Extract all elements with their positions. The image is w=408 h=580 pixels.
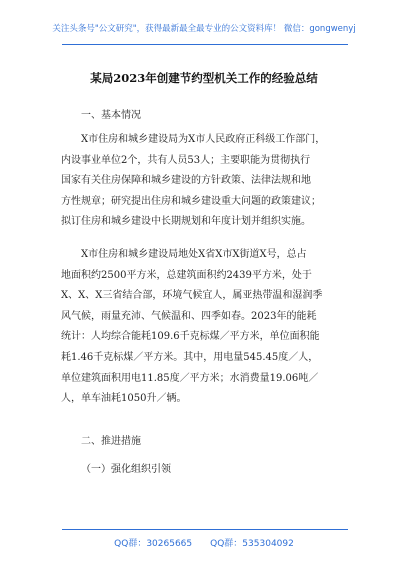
footer xyxy=(0,536,408,549)
paragraph-line: 国家有关住房保障和城乡建设的方针政策、法律法规和地 xyxy=(61,175,311,187)
footer-qq-group-1: QQ群：30265665 xyxy=(114,539,193,549)
paragraph-line: 地面积约2500平方米，总建筑面积约2439平方米，处于 xyxy=(61,269,312,281)
paragraph-line: 风气候，雨量充沛、气候温和、四季如春。2023年的能耗 xyxy=(61,310,317,322)
section-heading-measures: 二、推进措施 xyxy=(81,436,141,447)
section-heading-basic: 一、基本情况 xyxy=(81,110,141,121)
footer-qq-group-2: QQ群：535304092 xyxy=(210,539,294,549)
header-banner: 关注头条号"公文研究"，获得最新最全最专业的公文资料库！ 微信：gongwenyj xyxy=(52,24,356,34)
document-title: 某局2023年创建节约型机关工作的经验总结 xyxy=(90,71,318,85)
paragraph-line: 方性规章；研究提出住房和城乡建设重大问题的政策建议； xyxy=(61,195,321,207)
paragraph-line: X市住房和城乡建设局地处X省X市X街道X号，总占 xyxy=(81,249,307,260)
paragraph-line: 内设事业单位2个，共有人员53人；主要职能为贯彻执行 xyxy=(61,154,311,166)
paragraph-line: X、X、X三省结合部，环境气候宜人，属亚热带温和湿润季 xyxy=(61,290,323,302)
header-divider xyxy=(62,44,348,45)
paragraph-line: X市住房和城乡建设局为X市人民政府正科级工作部门， xyxy=(81,134,326,145)
paragraph-line: 统计：人均综合能耗109.6千克标煤／平方米，单位面积能 xyxy=(61,331,320,343)
paragraph-line: 耗1.46千克标煤／平方米。其中，用电量545.45度／人， xyxy=(61,351,319,363)
paragraph-line: 人，单车油耗1050升／辆。 xyxy=(61,393,187,405)
paragraph-line: 拟订住房和城乡建设中长期规划和年度计划并组织实施。 xyxy=(61,216,311,228)
paragraph-1 xyxy=(61,130,351,233)
paragraph-line: 单位建筑面积用电11.85度／平方米；水消费量19.06吨／ xyxy=(61,372,319,384)
paragraph-2 xyxy=(61,245,351,410)
footer-divider xyxy=(62,529,348,530)
subsection-heading-organization: （一）强化组织引领 xyxy=(81,464,171,475)
